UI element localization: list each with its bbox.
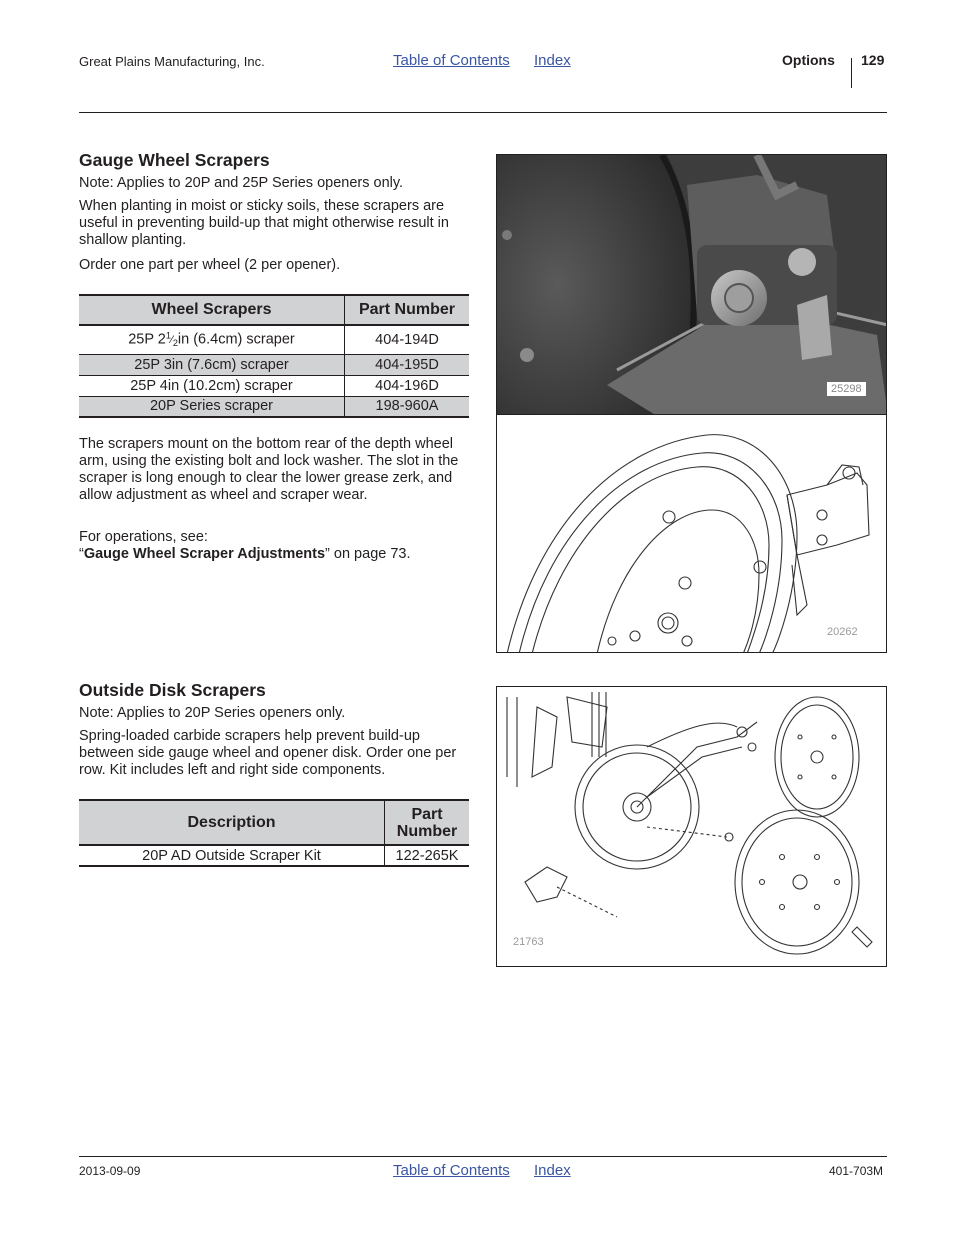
outside-scraper-table: [79, 799, 469, 867]
row-description: 20P AD Outside Scraper Kit: [79, 845, 385, 866]
gauge-paragraph-1: When planting in moist or sticky soils, these scrapers are useful in preventing build-up that might otherwise result in shallow planting.: [79, 198, 449, 248]
page-number: 129: [861, 52, 885, 68]
outside-disk-scrapers-heading: Outside Disk Scrapers: [79, 680, 266, 700]
index-link[interactable]: Index: [534, 52, 571, 69]
column-header-part-number: Part Number: [345, 295, 470, 325]
row-part-number: 122-265K: [385, 845, 470, 866]
outside-note: Note: Applies to 20P Series openers only.: [79, 705, 346, 721]
drawing-figure-number: 20262: [827, 626, 858, 638]
row-part-number: 404-194D: [345, 325, 470, 354]
footer-rule: [79, 1156, 887, 1157]
gauge-wheel-scraper-photo: [496, 154, 887, 415]
gauge-paragraph-4-lead: For operations, see:: [79, 529, 208, 545]
footer-index-link[interactable]: Index: [534, 1162, 571, 1179]
row-part-number: 404-195D: [345, 354, 470, 375]
gauge-wheel-scraper-drawing: [496, 414, 887, 653]
row-description: 25P 3in (7.6cm) scraper: [79, 354, 345, 375]
table-of-contents-link[interactable]: Table of Contents: [393, 52, 510, 69]
document-number: 401-703M: [829, 1164, 884, 1178]
footer-table-of-contents-link[interactable]: Table of Contents: [393, 1162, 510, 1179]
row-description: 20P Series scraper: [79, 396, 345, 417]
drawing-illustration: [497, 415, 887, 653]
table-row: [79, 325, 469, 354]
wheel-scrapers-table: [79, 294, 469, 418]
section-title: Options: [782, 52, 835, 68]
row-description: 25P 4in (10.2cm) scraper: [79, 375, 345, 396]
row-part-number: 404-196D: [345, 375, 470, 396]
table-row: [79, 354, 469, 375]
table-row: [79, 845, 469, 866]
column-header-wheel-scrapers: Wheel Scrapers: [79, 295, 345, 325]
column-header-part-number: Part Number: [385, 800, 470, 845]
gauge-wheel-scrapers-heading: Gauge Wheel Scrapers: [79, 150, 270, 170]
outside-disk-scraper-drawing: [496, 686, 887, 967]
gauge-paragraph-3: The scrapers mount on the bottom rear of the depth wheel arm, using the existing bolt and lock washer. The slot in the scraper is long enough to clear the lower grease zerk, and allow adjustment as wheel and scraper wear.: [79, 436, 459, 503]
company-name: Great Plains Manufacturing, Inc.: [79, 54, 265, 69]
outside-paragraph-1: Spring-loaded carbide scrapers help prevent build-up between side gauge wheel and opener disk. Order one per row. Kit includes left and right side components.: [79, 728, 457, 778]
footer-date: 2013-09-09: [79, 1164, 141, 1178]
table-row: [79, 375, 469, 396]
table-row: [79, 396, 469, 417]
header-divider: [851, 58, 852, 88]
column-header-description: Description: [79, 800, 385, 845]
photo-illustration: [497, 155, 887, 415]
drawing-illustration: [497, 687, 887, 967]
gauge-cross-reference: “Gauge Wheel Scraper Adjustments” on page 73.: [79, 546, 411, 562]
gauge-note: Note: Applies to 20P and 25P Series openers only.: [79, 175, 404, 191]
row-description: 25P $2^1⁄_2in$ (6.4cm) scraper: [79, 325, 345, 354]
gauge-paragraph-2: Order one part per wheel (2 per opener).: [79, 257, 341, 273]
photo-figure-number: 25298: [827, 382, 866, 396]
row-part-number: 198-960A: [345, 396, 470, 417]
gauge-wheel-scraper-adjustments-reference: Gauge Wheel Scraper Adjustments: [83, 546, 326, 562]
drawing-figure-number: 21763: [513, 936, 544, 948]
header-rule: [79, 112, 887, 113]
